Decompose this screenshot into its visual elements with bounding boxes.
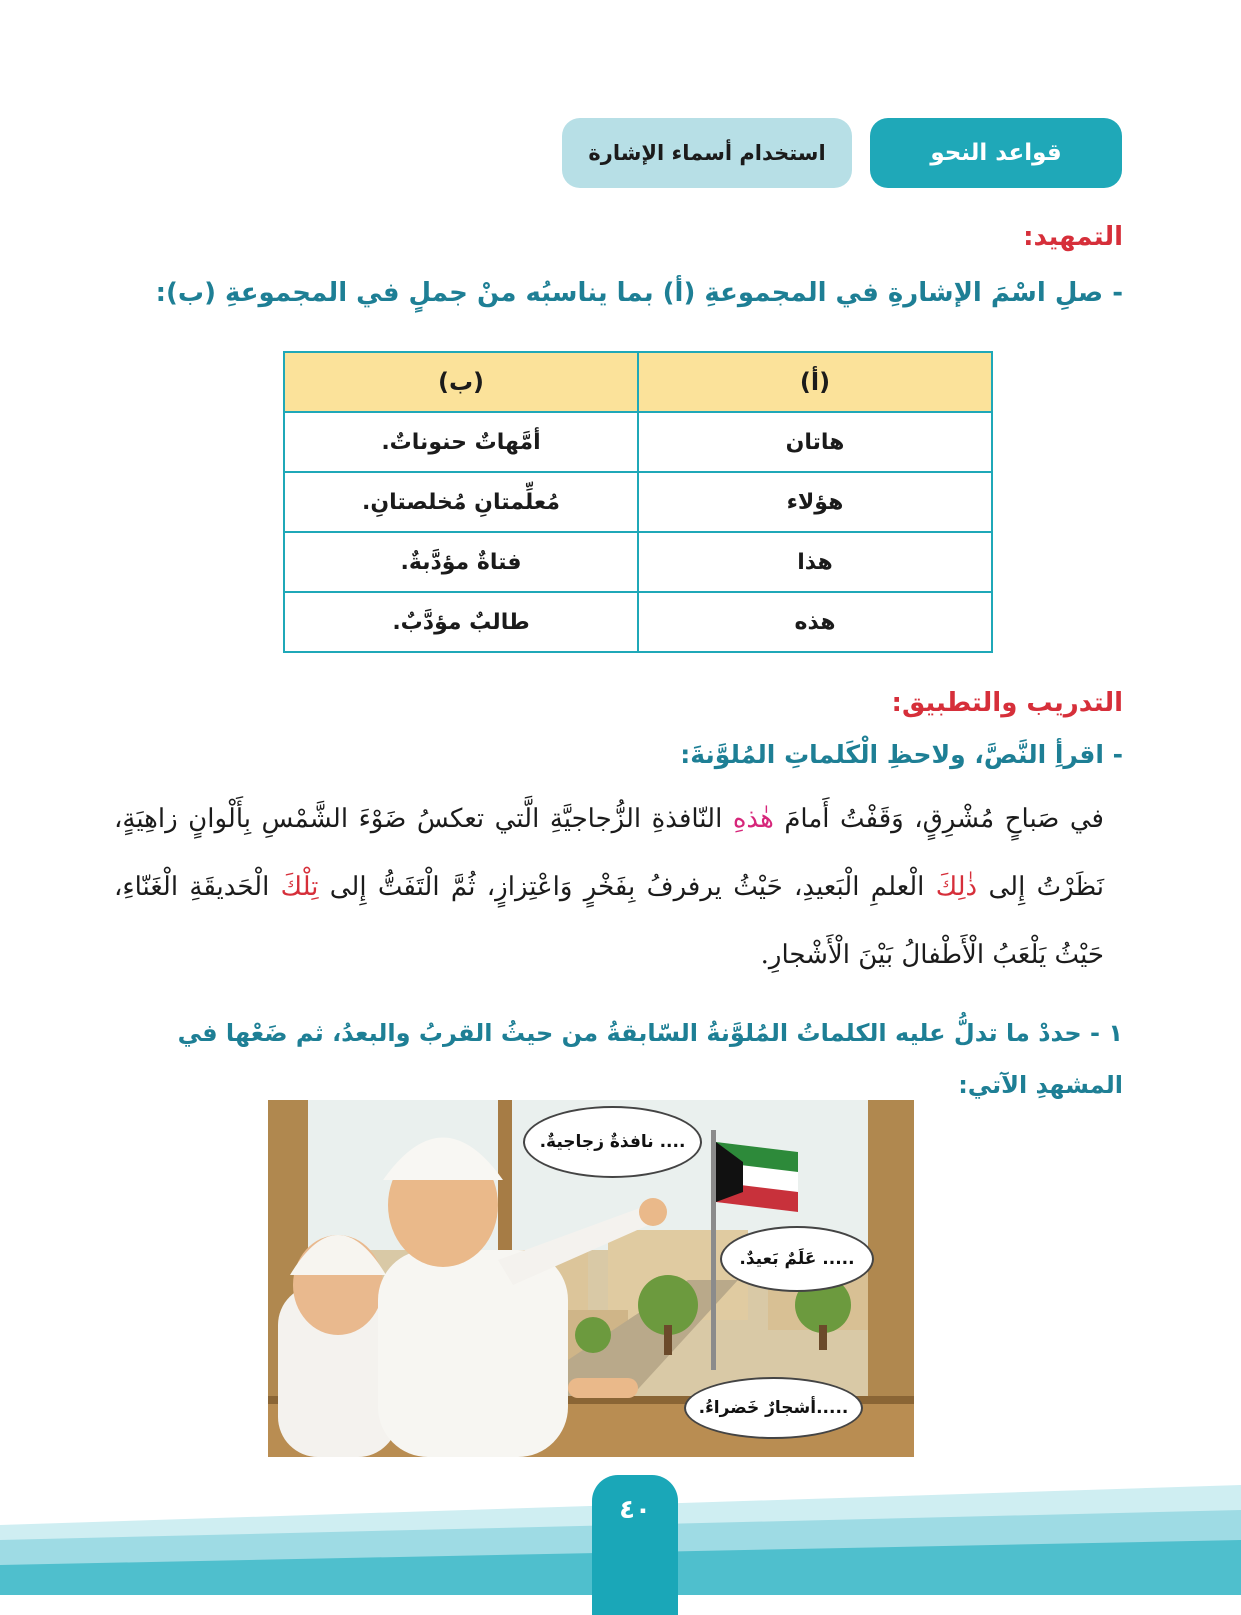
page-number: ٤٠ bbox=[619, 1495, 651, 1525]
paragraph-text: الْحَديقَةِ الْغَنّاءِ، حَيْثُ يَلْعَبُ الْأَطْفالُ بَيْنَ الْأَشْجارِ. bbox=[114, 872, 1104, 970]
category-label: قواعد النحو bbox=[930, 140, 1062, 166]
reading-paragraph bbox=[114, 785, 1104, 989]
column-header-a: (أ) bbox=[638, 352, 992, 412]
table-header-row bbox=[284, 352, 992, 412]
cell-b: فتاةٌ مؤدَّبةٌ. bbox=[284, 532, 638, 592]
table-row bbox=[284, 472, 992, 532]
speech-bubble-trees: .....أشجارٌ خَضراءُ. bbox=[684, 1377, 863, 1439]
table-row bbox=[284, 412, 992, 472]
practice-title: التدريب والتطبيق: bbox=[891, 688, 1123, 718]
highlight-word-this: هٰذهِ bbox=[732, 804, 774, 834]
question-one: ١ - حددْ ما تدلُّ عليه الكلماتُ المُلوَّنةُ السّابقةُ من حيثُ القربُ والبعدُ، ثم ضَعْها في المشهدِ الآتي: bbox=[177, 1019, 1123, 1099]
highlight-word-that: ذٰلِكَ bbox=[935, 872, 978, 902]
paragraph-text: في صَباحٍ مُشْرِقٍ، وَقَفْتُ أَمامَ bbox=[773, 804, 1104, 834]
practice-instruction: - اقرأِ النَّصَّ، ولاحظِ الْكَلماتِ المُلوَّنةَ: bbox=[680, 740, 1123, 769]
speech-bubble-window: .... نافذةٌ زجاجيةٌ. bbox=[523, 1106, 702, 1178]
cell-b: أمَّهاتٌ حنوناتٌ. bbox=[284, 412, 638, 472]
cell-a: هذا bbox=[638, 532, 992, 592]
column-header-b: (ب) bbox=[284, 352, 638, 412]
intro-instruction: - صلِ اسْمَ الإشارةِ في المجموعةِ (أ) بما يناسبُه منْ جملٍ في المجموعةِ (ب): bbox=[155, 278, 1123, 308]
speech-bubble-flag: ..... عَلَمٌ بَعيدٌ. bbox=[720, 1226, 874, 1292]
lesson-title: استخدام أسماء الإشارة bbox=[588, 141, 826, 165]
matching-table bbox=[283, 351, 993, 653]
paragraph-text: النّافذةِ الزُّجاجيَّةِ الَّتي تعكسُ ضَوْءَ الشَّمْسِ بِأَلْوانٍ زاهِيَةٍ، نَظَرْتُ إِلى bbox=[114, 804, 1105, 902]
cell-a: هاتان bbox=[638, 412, 992, 472]
paragraph-text: الْعلمِ الْبَعيدِ، حَيْثُ يرفرفُ بِفَخْرٍ وَاعْتِزازٍ، ثُمَّ الْتَفَتُّ إِلى bbox=[318, 872, 936, 902]
scene-illustration bbox=[268, 1100, 914, 1457]
table-row bbox=[284, 532, 992, 592]
cell-b: مُعلِّمتانِ مُخلصتانِ. bbox=[284, 472, 638, 532]
cell-a: هؤلاء bbox=[638, 472, 992, 532]
lesson-title-badge bbox=[562, 118, 852, 188]
cell-b: طالبٌ مؤدَّبٌ. bbox=[284, 592, 638, 652]
page-number-tab bbox=[592, 1475, 678, 1615]
intro-title: التمهيد: bbox=[1023, 222, 1123, 252]
highlight-word-that-fem: تِلْكَ bbox=[280, 872, 319, 902]
lesson-category-badge bbox=[870, 118, 1122, 188]
cell-a: هذه bbox=[638, 592, 992, 652]
table-row bbox=[284, 592, 992, 652]
